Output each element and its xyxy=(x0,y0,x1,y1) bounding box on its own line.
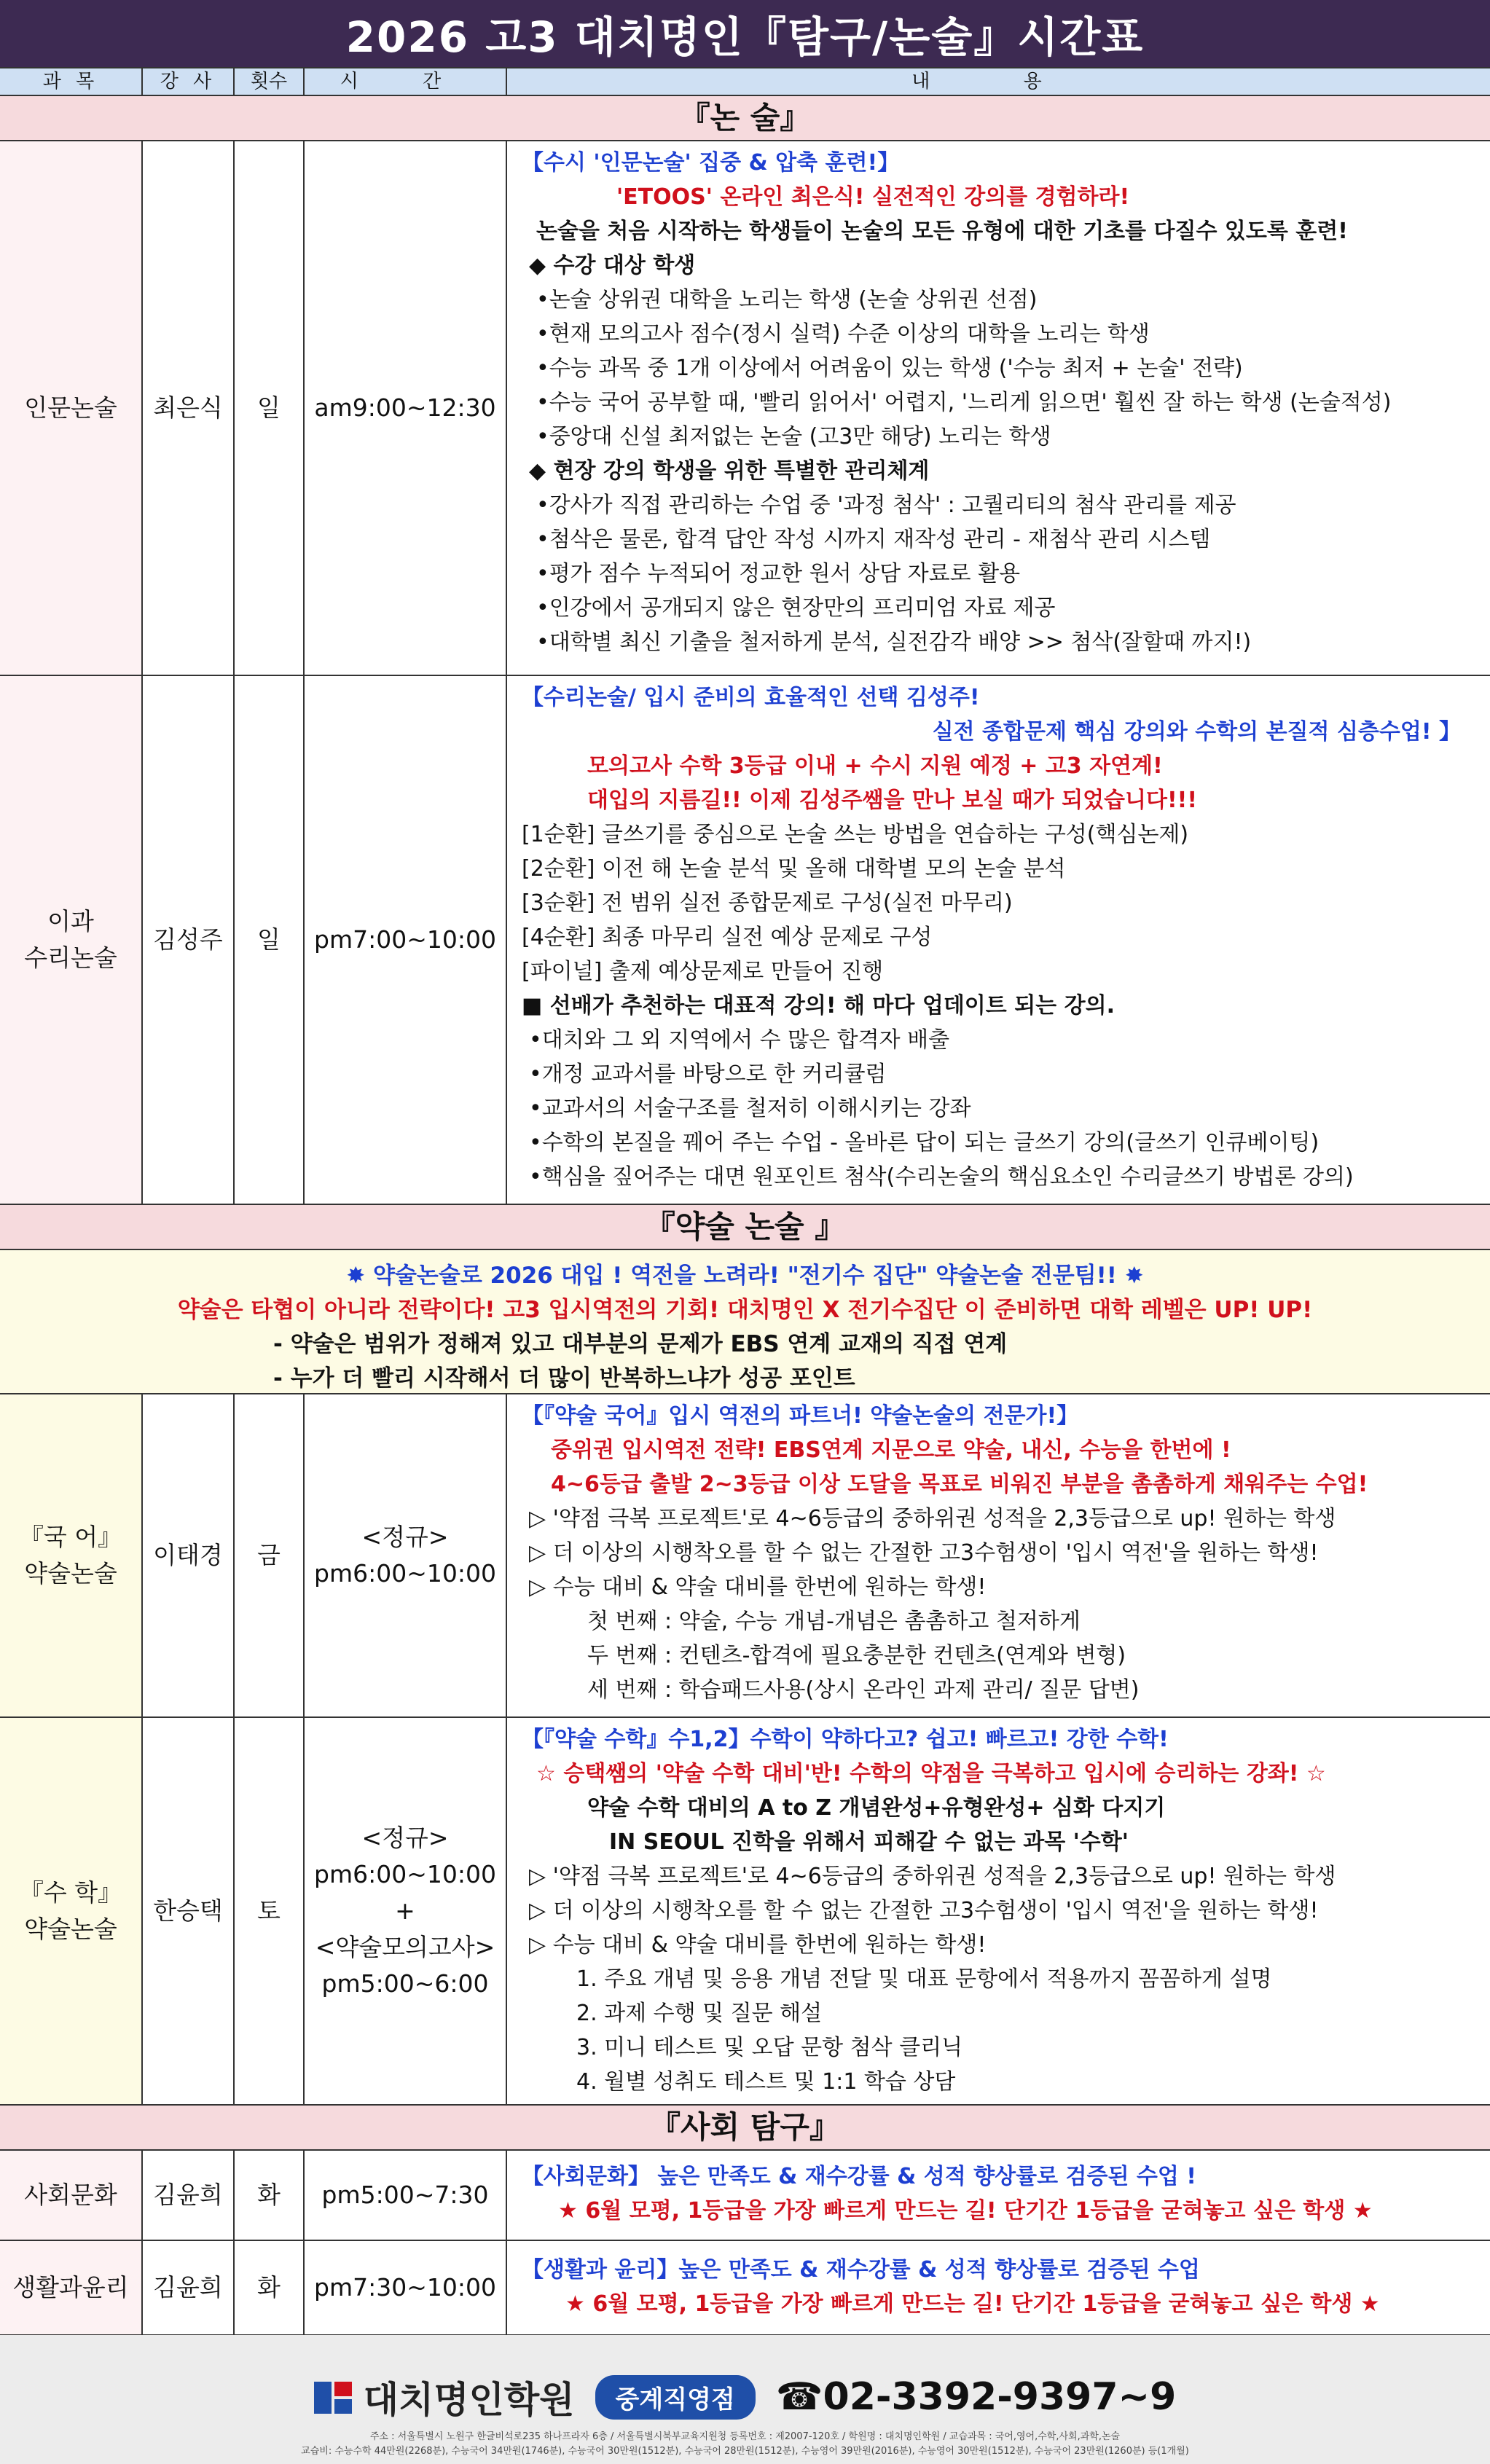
content-line: 실전 종합문제 핵심 강의와 수학의 본질적 심층수업! 】 xyxy=(932,719,1461,745)
content-line: 【사회문화】 높은 만족도 & 재수강률 & 성적 향상률로 검증된 수업 ! xyxy=(522,2164,1196,2189)
content-line: •수능 국어 공부할 때, '빨리 읽어서' 어렵지, '느리게 읽으면' 훨씬 잘 하는 학생 (논술적성) xyxy=(536,390,1392,415)
teacher-cell: 김성주 xyxy=(143,676,235,1204)
content-line: 중위권 입시역전 전략! EBS연계 지문으로 약술, 내신, 수능을 한번에 ! xyxy=(551,1437,1231,1463)
content-line: ▷ 수능 대비 & 약술 대비를 한번에 원하는 학생! xyxy=(529,1932,987,1958)
content-line: ★ 6월 모평, 1등급을 가장 빠르게 만드는 길! 단기간 1등급을 굳혀놓고 싶은 학생 ★ xyxy=(565,2291,1380,2317)
teacher-cell: 최은식 xyxy=(143,141,235,675)
content-line: 2. 과제 수행 및 질문 해설 xyxy=(576,2001,823,2026)
content-line: 【『약술 수학』수1,2】수학이 약하다고? 쉽고! 빠르고! 강한 수학! xyxy=(522,1727,1169,1752)
content-line: 약술 수학 대비의 A to Z 개념완성+유형완성+ 심화 다지기 xyxy=(587,1795,1166,1821)
content-line: •수능 과목 중 1개 이상에서 어려움이 있는 학생 ('수능 최저 + 논술' 전략) xyxy=(536,356,1243,381)
column-header-row xyxy=(0,67,1490,96)
section-nonsul: 『논 술』 xyxy=(0,96,1490,141)
table-row-math-nonsul xyxy=(0,676,1490,1205)
banner-line: - 약술은 범위가 정해져 있고 대부분의 문제가 EBS 연계 교재의 직접 연계 xyxy=(273,1331,1008,1357)
branch-badge: 중계직영점 xyxy=(595,2375,756,2420)
academy-name: 대치명인학원 xyxy=(363,2379,575,2421)
content-line: •핵심을 짚어주는 대면 원포인트 첨삭(수리논술의 핵심요소인 수리글쓰기 방법론 강의) xyxy=(529,1164,1354,1190)
col-content: 내 용 xyxy=(911,71,1086,93)
time-cell: pm5:00~7:30 xyxy=(305,2151,507,2240)
content-line: •교과서의 서술구조를 철저히 이해시키는 강좌 xyxy=(529,1096,971,1121)
content-line: [파이널] 출제 예상문제로 만들어 진행 xyxy=(522,959,884,984)
col-time: 시 간 xyxy=(305,68,507,95)
academy-logo-icon xyxy=(314,2377,353,2417)
phone-number[interactable]: ☎02-3392-9397~9 xyxy=(775,2375,1177,2419)
page-title: 2026 고3 대치명인『탐구/논술』시간표 xyxy=(0,0,1490,67)
col-count: 횟수 xyxy=(235,68,305,95)
time-line: + xyxy=(395,1896,415,1925)
content-line: •논술 상위권 대학을 노리는 학생 (논술 상위권 선점) xyxy=(536,287,1038,313)
time-line: <정규> xyxy=(361,1824,449,1852)
banner-line: - 누가 더 빨리 시작해서 더 많이 반복하느냐가 성공 포인트 xyxy=(273,1365,855,1392)
content-line: •대학별 최신 기출을 철저하게 분석, 실전감각 배양 >> 첨삭(잘할때 까지!) xyxy=(536,629,1252,655)
content-line: •수학의 본질을 꿰어 주는 수업 - 올바른 답이 되는 글쓰기 강의(글쓰기 인큐베이팅) xyxy=(529,1130,1320,1156)
table-row-humanities xyxy=(0,141,1490,676)
content-line: [1순환] 글쓰기를 중심으로 논술 쓰는 방법을 연습하는 구성(핵심논제) xyxy=(522,822,1189,847)
content-line: ▷ 더 이상의 시행착오를 할 수 없는 간절한 고3수험생이 '입시 역전'을 원하는 학생! xyxy=(529,1898,1319,1923)
count-cell: 일 xyxy=(235,141,305,675)
subject-line: 『수 학』 xyxy=(19,1878,122,1907)
subject-line: 이과 xyxy=(47,907,94,935)
content-cell xyxy=(507,676,1490,1204)
content-line: 1. 주요 개념 및 응용 개념 전달 및 대표 문항에서 적용까지 꼼꼼하게 설명 xyxy=(576,1966,1272,1992)
col-subject: 과 목 xyxy=(0,68,143,95)
content-line: •대치와 그 외 지역에서 수 많은 합격자 배출 xyxy=(529,1027,950,1053)
subject-line: 약술논술 xyxy=(24,1559,117,1588)
content-line: 【『약술 국어』입시 역전의 파트너! 약술논술의 전문가!】 xyxy=(522,1403,1079,1429)
count-cell: 화 xyxy=(235,2241,305,2334)
teacher-cell: 한승택 xyxy=(143,1718,235,2104)
content-line: 'ETOOS' 온라인 최은식! 실전적인 강의를 경험하라! xyxy=(616,184,1130,210)
banner-line: 약술은 타협이 아니라 전략이다! 고3 입시역전의 기회! 대치명인 X 전기수집단 이 준비하면 대학 레벨은 UP! UP! xyxy=(177,1297,1313,1323)
content-line: •평가 점수 누적되어 정교한 원서 상담 자료로 활용 xyxy=(536,561,1021,586)
teacher-cell: 이태경 xyxy=(143,1394,235,1716)
subject-cell: 인문논술 xyxy=(0,141,143,675)
time-cell: pm7:00~10:00 xyxy=(305,676,507,1204)
content-cell xyxy=(507,2241,1490,2334)
teacher-cell: 김윤희 xyxy=(143,2151,235,2240)
time-line: <정규> xyxy=(361,1523,449,1551)
content-cell xyxy=(507,1718,1490,2104)
time-line: pm6:00~10:00 xyxy=(314,1860,496,1888)
table-row-korean-yaksul xyxy=(0,1394,1490,1718)
footer-address: 주소 : 서울특별시 노원구 한글비석로235 하나프라자 6층 / 서울특별시북부교육지원청 등록번호 : 제2007-120호 / 학원명 : 대치명인학원 / 교습과목 : 국어,영어,수학,사회,과학,논술 xyxy=(369,2431,1121,2442)
content-line: ◆ 수강 대상 학생 xyxy=(529,253,696,278)
content-line: 3. 미니 테스트 및 오답 문항 첨삭 클리닉 xyxy=(576,2035,963,2060)
count-cell: 금 xyxy=(235,1394,305,1716)
content-line: ★ 6월 모평, 1등급을 가장 빠르게 만드는 길! 단기간 1등급을 굳혀놓고 싶은 학생 ★ xyxy=(558,2198,1373,2224)
content-line: ☆ 승택쌤의 '약술 수학 대비'반! 수학의 약점을 극복하고 입시에 승리하는 강좌! ☆ xyxy=(536,1761,1326,1786)
content-line: ▷ 더 이상의 시행착오를 할 수 없는 간절한 고3수험생이 '입시 역전'을 원하는 학생! xyxy=(529,1540,1319,1566)
content-line: 세 번째 : 학습패드사용(상시 온라인 과제 관리/ 질문 답변) xyxy=(587,1677,1140,1703)
academy-logo xyxy=(314,2371,575,2423)
time-cell xyxy=(305,1718,507,2104)
content-line: ▷ 수능 대비 & 약술 대비를 한번에 원하는 학생! xyxy=(529,1574,987,1600)
time-line: pm6:00~10:00 xyxy=(314,1559,496,1588)
content-line: 【수리논술/ 입시 준비의 효율적인 선택 김성주! xyxy=(522,685,980,710)
content-line: ▷ '약점 극복 프로젝트'로 4~6등급의 중하위권 성적을 2,3등급으로 up! 원하는 학생 xyxy=(529,1864,1336,1889)
table-row-ethics xyxy=(0,2241,1490,2336)
content-line: •중앙대 신설 최저없는 논술 (고3만 해당) 노리는 학생 xyxy=(536,424,1051,450)
footer-fees: 교습비: 수능수학 44만원(2268분), 수능국어 34만원(1746분), 수능국어 30만원(1512분), 수능국어 28만원(1512분), 수능영어 39만원(2016분), 수능영어 30만원(1512분), 수능국어 23만원(1260분) 등(1개월) xyxy=(301,2446,1189,2457)
time-cell: pm7:30~10:00 xyxy=(305,2241,507,2334)
time-line: <약술모의고사> xyxy=(315,1933,495,1961)
content-line: •현재 모의고사 점수(정시 실력) 수준 이상의 대학을 노리는 학생 xyxy=(536,321,1150,347)
content-cell xyxy=(507,2151,1490,2240)
content-line: •개정 교과서를 바탕으로 한 커리큘럼 xyxy=(529,1062,887,1087)
section-tamgu: 『사회 탐구』 xyxy=(0,2106,1490,2151)
content-line: [4순환] 최종 마무리 실전 예상 문제로 구성 xyxy=(522,925,933,950)
content-line: [3순환] 전 범위 실전 종합문제로 구성(실전 마무리) xyxy=(522,890,1013,916)
table-row-social-culture xyxy=(0,2151,1490,2241)
count-cell: 토 xyxy=(235,1718,305,2104)
time-line: pm5:00~6:00 xyxy=(321,1969,489,1998)
content-line: ▷ '약점 극복 프로젝트'로 4~6등급의 중하위권 성적을 2,3등급으로 up! 원하는 학생 xyxy=(529,1506,1336,1531)
subject-cell xyxy=(0,676,143,1204)
section-yaksul: 『약술 논술 』 xyxy=(0,1205,1490,1250)
content-line: 【생활과 윤리】높은 만족도 & 재수강률 & 성적 향상률로 검증된 수업 xyxy=(522,2257,1200,2283)
count-cell: 화 xyxy=(235,2151,305,2240)
content-line: 4. 월별 성취도 테스트 및 1:1 학습 상담 xyxy=(576,2069,956,2095)
table-row-math-yaksul xyxy=(0,1718,1490,2106)
count-cell: 일 xyxy=(235,676,305,1204)
content-cell xyxy=(507,141,1490,675)
content-line: •인강에서 공개되지 않은 현장만의 프리미엄 자료 제공 xyxy=(536,595,1056,621)
content-line: IN SEOUL 진학을 위해서 피해갈 수 없는 과목 '수학' xyxy=(609,1829,1129,1855)
content-line: ■ 선배가 추천하는 대표적 강의! 해 마다 업데이트 되는 강의. xyxy=(522,993,1115,1019)
content-line: 첫 번째 : 약술, 수능 개념-개념은 촘촘하고 철저하게 xyxy=(587,1609,1081,1634)
content-line: •첨삭은 물론, 합격 답안 작성 시까지 재작성 관리 - 재첨삭 관리 시스템 xyxy=(536,527,1211,552)
subject-cell xyxy=(0,1394,143,1716)
content-line: 4~6등급 출발 2~3등급 이상 도달을 목표로 비워진 부분을 촘촘하게 채워주는 수업! xyxy=(551,1472,1368,1497)
footer xyxy=(0,2335,1490,2464)
subject-cell: 생활과윤리 xyxy=(0,2241,143,2334)
content-line: 두 번째 : 컨텐츠-합격에 필요충분한 컨텐츠(연계와 변형) xyxy=(587,1643,1126,1668)
subject-line: 약술논술 xyxy=(24,1915,117,1943)
content-line: •강사가 직접 관리하는 수업 중 '과정 첨삭' : 고퀄리티의 첨삭 관리를 제공 xyxy=(536,493,1236,518)
yaksul-banner xyxy=(0,1250,1490,1394)
subject-cell xyxy=(0,1718,143,2104)
banner-line: ✸ 약술논술로 2026 대입 ! 역전을 노려라! "전기수 집단" 약술논술 전문팀!! ✸ xyxy=(346,1263,1144,1289)
content-line: 논술을 처음 시작하는 학생들이 논술의 모든 유형에 대한 기초를 다질수 있도록 훈련! xyxy=(536,219,1348,244)
time-cell: am9:00~12:30 xyxy=(305,141,507,675)
subject-line: 수리논술 xyxy=(24,943,117,972)
col-teacher: 강 사 xyxy=(143,68,235,95)
subject-line: 『국 어』 xyxy=(19,1523,122,1551)
content-line: 모의고사 수학 3등급 이내 + 수시 지원 예정 + 고3 자연계! xyxy=(587,753,1163,779)
content-line: ◆ 현장 강의 학생을 위한 특별한 관리체계 xyxy=(529,458,930,484)
teacher-cell: 김윤희 xyxy=(143,2241,235,2334)
time-cell xyxy=(305,1394,507,1716)
content-line: [2순환] 이전 해 논술 분석 및 올해 대학별 모의 논술 분석 xyxy=(522,856,1066,882)
subject-cell: 사회문화 xyxy=(0,2151,143,2240)
footer-brand-row xyxy=(0,2371,1490,2422)
content-cell xyxy=(507,1394,1490,1716)
content-line: 【수시 '인문논술' 집중 & 압축 훈련!】 xyxy=(522,150,900,176)
content-line: 대입의 지름길!! 이제 김성주쌤을 만나 보실 때가 되었습니다!!! xyxy=(587,788,1198,813)
